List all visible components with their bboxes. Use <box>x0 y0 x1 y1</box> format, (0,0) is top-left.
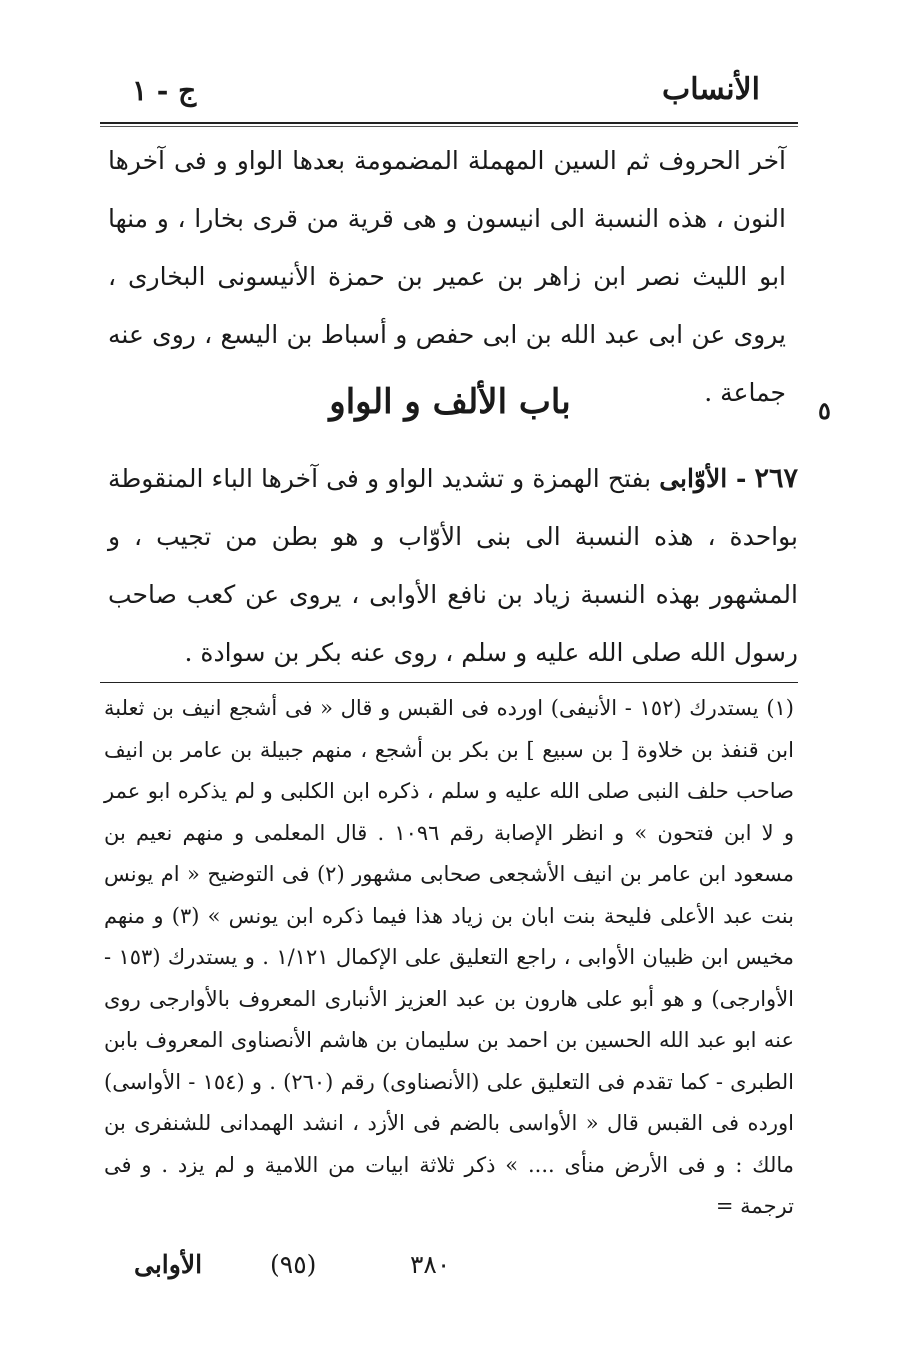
entry-267 <box>108 450 798 682</box>
header-rule-thin <box>100 126 798 127</box>
main-text-continuation <box>108 132 786 422</box>
entry-number: ٢٦٧ <box>754 463 798 494</box>
footnote-rule <box>100 682 798 683</box>
header-rule <box>100 122 798 124</box>
entry-name: - الأوّابى <box>659 464 747 493</box>
footnote-text: (١) يستدرك (١٥٢ - الأنيفى) اورده فى القبس و قال « فى أشجع انيف بن ثعلبة ابن قنفذ بن خلاوة [ بن سبيع ] بن بكر بن أشجع ، منهم جبيلة بن عامر بن انيف صاحب حلف النبى صلى الله عليه و سلم ، ذكره ابن الكلبى و لم يذكره ابو عمر و لا ابن فتحون » و انظر الإصابة رقم ١٠٩٦ . قال المعلمى و منهم نعيم بن مسعود ابن عامر بن انيف الأشجعى صحابى مشهور (٢) فى التوضيح « ام يونس بنت عبد الأعلى فليحة بنت ابان بن زياد هذا فيما ذكره ابن يونس » (٣) و منهم مخيس ابن ظبيان الأوابى ، راجع التعليق على الإكمال ١/١٢١ . و يستدرك (١٥٣ - الأوارجى) و هو أبو على هارون بن عبد العزيز الأنبارى المعروف بالأوارجى روى عنه ابو عبد الله الحسين بن احمد بن سليمان بن هاشم الأنصناوى المعروف بابن الطبرى - كما تقدم فى التعليق على (الأنصناوى) رقم (٢٦٠) . و (١٥٤ - الأواسى) اورده فى القبس قال « الأواسى بالضم فى الأزد ، انشد الهمدانى للشنفرى بن مالك : و فى الأرض منأى .... » ذكر ثلاثة ابيات من اللامية و لم يزد . و فى ترجمة = <box>104 696 794 1218</box>
sheet-number: (٩٥) <box>270 1250 317 1279</box>
volume-number: ج - ١ <box>132 74 197 107</box>
page-header <box>110 72 790 112</box>
running-title: الأنساب <box>662 72 760 107</box>
page-number: ٣٨٠ <box>410 1250 451 1279</box>
footnotes <box>104 688 794 1228</box>
entry-text: بفتح الهمزة و تشديد الواو و فى آخرها الباء المنقوطة بواحدة ، هذه النسبة الى بنى الأوّاب و هو بطن من تجيب ، و المشهور بهذه النسبة زياد بن نافع الأوابى ، يروى عن كعب صاحب رسول الله صلى الله عليه و سلم ، روى عنه بكر بن سوادة . <box>108 464 798 667</box>
page-footer <box>110 1250 790 1290</box>
margin-line-number: ٥ <box>818 396 831 425</box>
main-paragraph: آخر الحروف ثم السين المهملة المضمومة بعدها الواو و فى آخرها النون ، هذه النسبة الى انيسون و هى قرية من قرى بخارا ، و منها ابو الليث نصر ابن زاهر بن عمير بن حمزة الأنيسونى البخارى ، يروى عن ابى عبد الله بن ابى حفص و أسباط بن اليسع ، روى عنه جماعة . <box>108 146 786 407</box>
chapter-heading: باب الألف و الواو <box>329 382 571 422</box>
footer-entry-name: الأوابى <box>134 1250 203 1279</box>
